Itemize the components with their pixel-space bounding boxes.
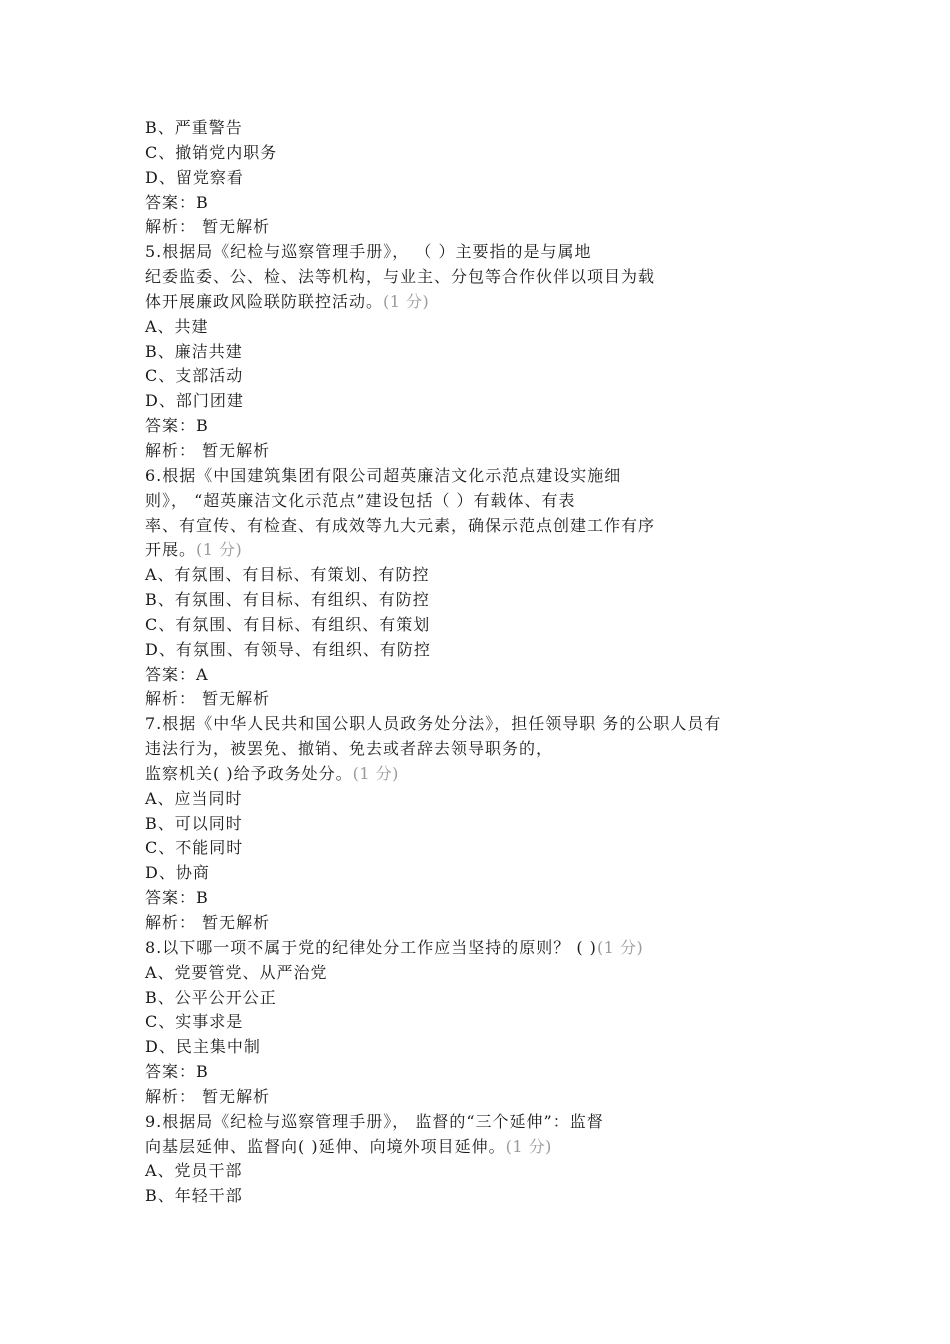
- text-line: [145, 812, 845, 837]
- text-line: [145, 141, 845, 166]
- text-line: [145, 911, 845, 936]
- text-line: [145, 563, 845, 588]
- line-text: 则》， “超英廉洁文化示范点”建设包括（ ）有载体、有表: [145, 490, 576, 510]
- line-text: 开展。: [145, 540, 197, 560]
- line-text: 监察机关( )给予政务处分。: [145, 763, 353, 783]
- text-line: [145, 265, 845, 290]
- line-text: 违法行为，被罢免、撤销、免去或者辞去领导职务的，: [145, 739, 554, 759]
- line-text: C、支部活动: [145, 366, 244, 386]
- line-text: 率、有宣传、有检查、有成效等九大元素，确保示范点创建工作有序: [145, 515, 656, 535]
- text-line: [145, 1159, 845, 1184]
- line-text: 7.根据《中华人民共和国公职人员政务处分法》，担任领导职 务的公职人员有: [145, 714, 722, 734]
- line-text: 5.根据局《纪检与巡察管理手册》， （ ）主要指的是与属地: [145, 242, 592, 262]
- line-text: A、有氛围、有目标、有策划、有防控: [145, 565, 430, 585]
- text-line: [145, 1010, 845, 1035]
- text-line: [145, 489, 845, 514]
- text-line: [145, 538, 845, 563]
- line-text: D、留党察看: [145, 167, 244, 187]
- line-text: C、实事求是: [145, 1012, 244, 1032]
- line-text: 9.根据局《纪检与巡察管理手册》， 监督的“三个延伸”：监督: [145, 1111, 604, 1131]
- line-text: 答案：B: [145, 192, 209, 212]
- line-text: D、有氛围、有领导、有组织、有防控: [145, 639, 431, 659]
- text-line: [145, 514, 845, 539]
- text-line: [145, 986, 845, 1011]
- line-text: 6.根据《中国建筑集团有限公司超英廉洁文化示范点建设实施细: [145, 465, 622, 485]
- line-text: C、不能同时: [145, 838, 244, 858]
- text-line: [145, 290, 845, 315]
- text-line: [145, 961, 845, 986]
- document-page: [145, 116, 845, 1209]
- text-line: [145, 464, 845, 489]
- line-text: B、廉洁共建: [145, 341, 243, 361]
- text-line: [145, 191, 845, 216]
- text-line: [145, 364, 845, 389]
- line-text: 解析： 暂无解析: [145, 440, 271, 460]
- line-text: 向基层延伸、监督向( )延伸、向境外项目延伸。: [145, 1136, 506, 1156]
- line-text: 解析： 暂无解析: [145, 689, 271, 709]
- text-line: [145, 861, 845, 886]
- text-line: [145, 787, 845, 812]
- line-text: C、撤销党内职务: [145, 142, 278, 162]
- line-text: A、党要管党、从严治党: [145, 962, 328, 982]
- line-text: 8.以下哪一项不属于党的纪律处分工作应当坚持的原则？ ( ): [145, 937, 597, 957]
- line-text: C、有氛围、有目标、有组织、有策划: [145, 614, 431, 634]
- text-line: [145, 737, 845, 762]
- line-text: 体开展廉政风险联防联控活动。: [145, 291, 384, 311]
- text-line: [145, 1110, 845, 1135]
- text-line: [145, 1085, 845, 1110]
- line-text: B、有氛围、有目标、有组织、有防控: [145, 590, 430, 610]
- score-label: (1 分): [596, 937, 644, 957]
- line-text: B、公平公开公正: [145, 987, 277, 1007]
- score-label: (1 分): [505, 1136, 552, 1156]
- text-line: [145, 1184, 845, 1209]
- line-text: 解析： 暂无解析: [145, 913, 271, 932]
- text-line: [145, 588, 845, 613]
- text-line: [145, 1060, 845, 1085]
- line-text: B、年轻干部: [145, 1186, 243, 1206]
- text-line: [145, 414, 845, 439]
- text-line: [145, 340, 845, 365]
- text-line: [145, 836, 845, 861]
- text-line: [145, 315, 845, 340]
- line-text: 答案：A: [145, 664, 209, 684]
- text-line: [145, 762, 845, 787]
- text-line: [145, 613, 845, 638]
- text-line: [145, 886, 845, 911]
- text-line: [145, 936, 845, 961]
- text-line: [145, 215, 845, 240]
- line-text: D、协商: [145, 863, 210, 883]
- line-text: 解析： 暂无解析: [145, 1086, 271, 1106]
- line-text: A、党员干部: [145, 1161, 243, 1181]
- line-text: 纪委监委、公、检、法等机构，与业主、分包等合作伙伴以项目为载: [145, 267, 656, 287]
- line-text: A、共建: [145, 316, 209, 336]
- line-text: 答案：B: [145, 416, 209, 436]
- text-line: [145, 116, 845, 141]
- line-text: D、民主集中制: [145, 1037, 261, 1057]
- score-label: (1 分): [383, 291, 430, 311]
- text-line: [145, 439, 845, 464]
- text-line: [145, 712, 845, 737]
- line-text: D、部门团建: [145, 391, 244, 411]
- text-line: [145, 389, 845, 414]
- score-label: (1 分): [352, 763, 399, 783]
- line-text: B、严重警告: [145, 118, 243, 137]
- line-text: A、应当同时: [145, 788, 243, 808]
- text-line: [145, 687, 845, 712]
- line-text: B、可以同时: [145, 813, 243, 833]
- line-text: 答案：B: [145, 888, 209, 908]
- text-line: [145, 166, 845, 191]
- line-text: 解析： 暂无解析: [145, 217, 271, 237]
- text-line: [145, 663, 845, 688]
- score-label: (1 分): [196, 540, 243, 560]
- text-line: [145, 240, 845, 265]
- text-line: [145, 638, 845, 663]
- text-line: [145, 1035, 845, 1060]
- text-line: [145, 1135, 845, 1160]
- line-text: 答案：B: [145, 1062, 209, 1082]
